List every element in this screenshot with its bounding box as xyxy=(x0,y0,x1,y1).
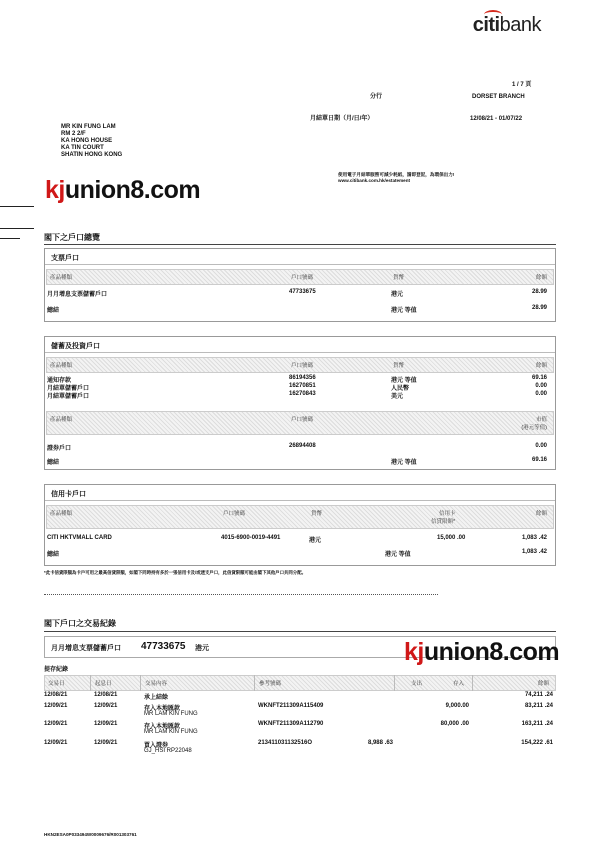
savings-title: 儲蓄及投資戶口 xyxy=(51,343,100,350)
txn-value-date: 12/09/21 xyxy=(94,721,118,727)
customer-address xyxy=(61,124,122,159)
estatement-link[interactable]: www.citibank.com.hk/estatement xyxy=(338,178,411,183)
citibank-logo xyxy=(473,14,541,37)
col-currency: 貨幣 xyxy=(393,275,405,281)
estatement-text: 使用電子月結單服務可減少耗紙，請即登記，為環保出力! xyxy=(338,172,455,177)
txn-account-name: 月月增息支票儲蓄戶口 xyxy=(51,645,121,652)
securities-balance: 0.00 xyxy=(535,443,547,449)
txn-credit: 80,000 .00 xyxy=(440,721,469,727)
account-balance: 0.00 xyxy=(535,391,547,397)
col-product: 產品種類 xyxy=(50,511,73,517)
statement-date-label: 月結單日期（月/日/年） xyxy=(310,116,374,122)
txn-date: 12/08/21 xyxy=(44,692,68,698)
transactions-title: 閣下戶口之交易紀錄 xyxy=(44,619,116,628)
total-currency: 港元 等值 xyxy=(391,308,417,314)
col-separator xyxy=(394,675,395,691)
col-credit-limit: 信貸限額* xyxy=(431,519,456,525)
account-balance: 0.00 xyxy=(535,383,547,389)
col-currency: 貨幣 xyxy=(393,363,405,369)
logo-citi: citi xyxy=(472,14,500,36)
securities-account-number: 26894408 xyxy=(289,443,316,449)
txn-account-currency: 港元 xyxy=(195,645,209,652)
dotted-separator xyxy=(44,594,438,595)
watermark-prefix: kj xyxy=(45,176,65,204)
col-account: 戶口號碼 xyxy=(291,417,314,423)
divider xyxy=(45,264,555,265)
total-balance: 1,083 .42 xyxy=(521,549,547,555)
txn-value-date: 12/09/21 xyxy=(94,740,118,746)
credit-card-title: 信用卡戶口 xyxy=(51,491,86,498)
txn-balance: 74,211 .24 xyxy=(524,692,553,698)
col-product: 產品種類 xyxy=(50,275,73,281)
txn-description-detail: MR LAM KIN FUNG xyxy=(144,729,198,735)
footer-code: HKN2ESA0P033494W0009676/R001303761 xyxy=(44,832,137,837)
col-balance: 餘額 xyxy=(535,511,547,517)
total-balance: 28.99 xyxy=(531,305,547,311)
account-currency: 美元 xyxy=(391,394,404,400)
citi-arc-icon xyxy=(484,10,502,19)
col-currency: 貨幣 xyxy=(311,511,323,517)
credit-card-section xyxy=(44,484,556,566)
watermark-rest: union8.com xyxy=(64,176,201,204)
fold-mark xyxy=(0,238,20,239)
transactions-header xyxy=(44,675,556,691)
col-account: 戶口號碼 xyxy=(223,511,246,517)
card-balance: 1,083 .42 xyxy=(521,535,547,541)
total-label: 總結 xyxy=(47,308,60,314)
col-value-date: 起息日 xyxy=(95,681,112,687)
total-currency: 港元 等值 xyxy=(391,460,417,466)
txn-debit: 8,988 .63 xyxy=(367,740,393,746)
txn-description: 存入本地匯款 xyxy=(144,724,181,730)
col-reference: 參考號碼 xyxy=(259,681,282,687)
card-currency: 港元 xyxy=(309,538,322,544)
txn-value-date: 12/09/21 xyxy=(94,703,118,709)
watermark-bottom xyxy=(404,638,559,667)
col-balance: 餘額 xyxy=(535,275,547,281)
statement-date-range: 12/08/21 - 01/07/22 xyxy=(470,116,523,122)
account-balance: 28.99 xyxy=(531,289,547,295)
txn-balance: 154,222 .61 xyxy=(521,740,553,746)
logo-bank: bank xyxy=(499,14,541,36)
savings-header xyxy=(46,357,554,373)
estatement-notice xyxy=(338,172,548,184)
divider xyxy=(45,352,555,353)
col-credit: 存入 xyxy=(453,681,465,687)
divider xyxy=(45,500,555,501)
account-name: 月結單儲蓄戶口 xyxy=(47,386,90,392)
savings-section xyxy=(44,336,556,470)
txn-description-detail: GJ_HSI RP22048 xyxy=(144,748,192,754)
watermark-prefix: kj xyxy=(404,638,424,666)
address-line: RM 2 2/F xyxy=(61,131,86,137)
current-account-title: 支票戶口 xyxy=(51,255,79,262)
account-currency: 港元 等值 xyxy=(391,378,417,384)
account-number: 16270851 xyxy=(289,383,316,389)
account-number: 16270843 xyxy=(289,391,316,397)
col-hkd-equiv: (港元等值) xyxy=(521,425,547,431)
account-name: 月月增息支票儲蓄戶口 xyxy=(47,292,108,298)
col-balance: 餘額 xyxy=(535,363,547,369)
txn-reference: 213411031132516O xyxy=(258,740,313,746)
col-balance: 餘額 xyxy=(537,681,549,687)
txn-description: 承上結餘 xyxy=(144,695,169,701)
txn-date: 12/09/21 xyxy=(44,703,68,709)
page-number: 1 / 7 頁 xyxy=(512,82,532,88)
col-separator xyxy=(90,675,91,691)
col-product: 產品種類 xyxy=(50,363,73,369)
card-number: 4015-6900-0019-4491 xyxy=(221,535,281,541)
txn-reference: WKNFT211309A115409 xyxy=(258,703,324,709)
summary-title: 閣下之戶口總覽 xyxy=(44,233,100,242)
txn-account-number: 47733675 xyxy=(141,641,186,652)
fold-mark xyxy=(0,206,34,207)
txn-description: 買入證券 xyxy=(144,743,169,749)
branch-name: DORSET BRANCH xyxy=(472,94,525,100)
col-txn-date: 交易日 xyxy=(48,681,65,687)
address-line: KA TIN COURT xyxy=(61,145,104,151)
account-name: 通知存款 xyxy=(47,378,72,384)
txn-balance: 163,211 .24 xyxy=(521,721,553,727)
total-balance: 69.16 xyxy=(531,457,547,463)
card-name: CITI HKTVMALL CARD xyxy=(47,535,112,541)
account-number: 47733675 xyxy=(289,289,316,295)
txn-reference: WKNFT211309A112790 xyxy=(258,721,324,727)
account-name: 月結單儲蓄戶口 xyxy=(47,394,90,400)
card-limit: 15,000 .00 xyxy=(437,535,466,541)
address-line: SHATIN HONG KONG xyxy=(61,152,123,158)
txn-credit: 9,000.00 xyxy=(445,703,469,709)
txn-balance: 83,211 .24 xyxy=(524,703,553,709)
col-product: 產品種類 xyxy=(50,417,73,423)
account-currency: 人民幣 xyxy=(391,386,410,392)
col-debit: 支出 xyxy=(411,681,423,687)
watermark-top xyxy=(45,176,200,205)
col-separator xyxy=(254,675,255,691)
securities-account-name: 證券戶口 xyxy=(47,446,72,452)
txn-value-date: 12/08/21 xyxy=(94,692,118,698)
credit-limit-note: *此卡信貸限額為卡戶可用之最高信貸限額，如閣下同時持有多於一張信用卡及/或透支戶口，此信貸限額可能由閣下其他戶口共同分配。 xyxy=(44,570,306,575)
credit-header xyxy=(46,505,554,529)
txn-date: 12/09/21 xyxy=(44,740,68,746)
account-number: 86194356 xyxy=(289,375,316,381)
col-market-value: 市值 xyxy=(535,417,547,423)
current-header xyxy=(46,269,554,285)
securities-header xyxy=(46,411,554,435)
col-credit-card: 信用卡 xyxy=(439,511,456,517)
deposit-withdrawal-title: 提存紀錄 xyxy=(44,667,69,673)
account-currency: 港元 xyxy=(391,292,404,298)
txn-description-detail: MR LAM KIN FUNG xyxy=(144,711,198,717)
current-account-section xyxy=(44,248,556,322)
col-separator xyxy=(140,675,141,691)
col-account: 戶口號碼 xyxy=(291,275,314,281)
col-separator xyxy=(472,675,473,691)
fold-mark xyxy=(0,228,34,229)
txn-description: 存入本地匯款 xyxy=(144,706,181,712)
total-label: 總結 xyxy=(47,552,60,558)
branch-label: 分行 xyxy=(370,94,383,100)
col-account: 戶口號碼 xyxy=(291,363,314,369)
address-line: KA HONG HOUSE xyxy=(61,138,113,144)
divider xyxy=(44,244,556,245)
divider xyxy=(44,631,556,632)
total-label: 總結 xyxy=(47,460,60,466)
address-line: MR KIN FUNG LAM xyxy=(61,124,116,130)
txn-date: 12/09/21 xyxy=(44,721,68,727)
account-balance: 69.16 xyxy=(531,375,547,381)
total-currency: 港元 等值 xyxy=(385,552,411,558)
watermark-rest: union8.com xyxy=(423,638,560,666)
col-description: 交易內容 xyxy=(145,681,168,687)
